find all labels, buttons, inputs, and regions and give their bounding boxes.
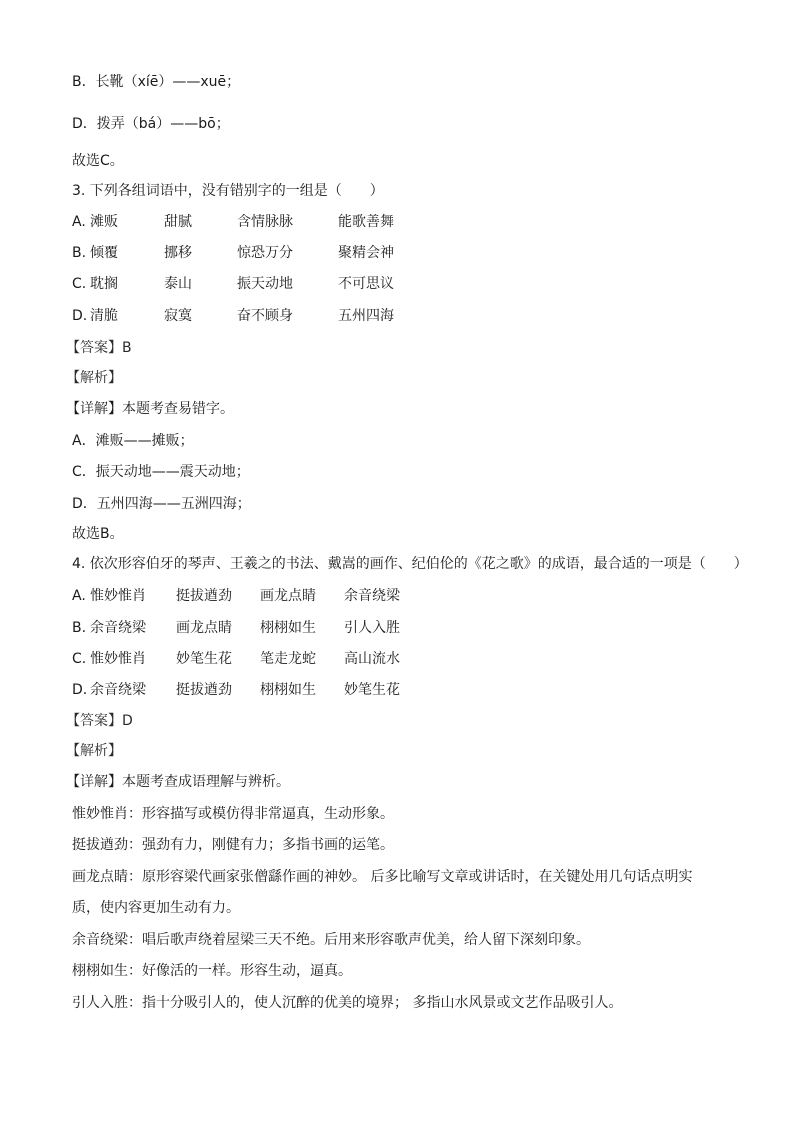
- option-word: 画龙点睛: [176, 620, 232, 636]
- q4-explanation: 质，使内容更加生动有力。: [72, 900, 240, 916]
- option-word: 挪移: [164, 245, 192, 261]
- q3-analysis-title: 【解析】: [66, 370, 122, 386]
- q4-explanation: 余音绕梁：唱后歌声绕着屋梁三天不绝。后用来形容歌声优美，给人留下深刻印象。: [72, 932, 590, 948]
- option-label: D.: [72, 308, 88, 324]
- option-word: 余音绕梁: [344, 588, 400, 604]
- option-word: 振天动地: [237, 276, 293, 292]
- prev-option-b-note: B．长靴（xíē）——xuē；: [72, 74, 241, 90]
- option-label: C.: [72, 276, 87, 292]
- option-word: 甜腻: [164, 214, 192, 230]
- option-word: 清脆: [90, 308, 118, 324]
- option-word: 耽搁: [90, 276, 118, 292]
- option-word: 寂寞: [164, 308, 192, 324]
- q3-note-c: C．振天动地——震天动地；: [72, 464, 250, 480]
- q4-explanation: 引人入胜：指十分吸引人的，使人沉醉的优美的境界； 多指山水风景或文艺作品吸引人。: [72, 995, 623, 1011]
- option-label: C.: [72, 651, 87, 667]
- q4-explanation: 栩栩如生：好像活的一样。形容生动，逼真。: [72, 963, 352, 979]
- q3-answer: 【答案】B: [66, 340, 132, 356]
- option-label: B.: [72, 620, 87, 636]
- q4-stem: 4. 依次形容伯牙的琴声、王羲之的书法、戴嵩的画作、纪伯伦的《花之歌》的成语，最合适的一项是（ ）: [72, 556, 748, 572]
- q4-analysis-title: 【解析】: [66, 743, 122, 759]
- option-word: 泰山: [164, 276, 192, 292]
- option-word: 能歌善舞: [338, 214, 394, 230]
- q3-stem: 3. 下列各组词语中，没有错别字的一组是（ ）: [72, 183, 384, 199]
- option-word: 妙笔生花: [344, 682, 400, 698]
- option-word: 聚精会神: [338, 245, 394, 261]
- option-word: 笔走龙蛇: [260, 651, 316, 667]
- option-word: 引人入胜: [344, 620, 400, 636]
- prev-conclusion: 故选C。: [72, 153, 124, 169]
- q4-explanation: 挺拔遒劲：强劲有力，刚健有力；多指书画的运笔。: [72, 837, 394, 853]
- option-word: 倾覆: [90, 245, 118, 261]
- q3-note-d: D．五州四海——五洲四海；: [72, 496, 251, 512]
- option-word: 含情脉脉: [237, 214, 293, 230]
- option-word: 不可思议: [338, 276, 394, 292]
- option-word: 惟妙惟肖: [90, 651, 146, 667]
- q4-explanation: 惟妙惟肖：形容描写或模仿得非常逼真，生动形象。: [72, 806, 394, 822]
- option-label: A.: [72, 588, 86, 604]
- option-word: 余音绕梁: [90, 682, 146, 698]
- option-word: 栩栩如生: [260, 620, 316, 636]
- q4-detail: 【详解】本题考查成语理解与辨析。: [66, 774, 290, 790]
- option-word: 惊恐万分: [237, 245, 293, 261]
- option-label: D.: [72, 682, 88, 698]
- q4-explanation: 画龙点睛：原形容梁代画家张僧繇作画的神妙。 后多比喻写文章或讲话时，在关键处用几句话点明实: [72, 869, 693, 885]
- q3-note-a: A．滩贩——摊贩；: [72, 433, 194, 449]
- option-word: 惟妙惟肖: [90, 588, 146, 604]
- option-word: 滩贩: [90, 214, 118, 230]
- option-label: A.: [72, 214, 86, 230]
- prev-option-d-note: D．拨弄（bá）——bō；: [72, 116, 230, 132]
- option-word: 栩栩如生: [260, 682, 316, 698]
- option-word: 五州四海: [338, 308, 394, 324]
- option-word: 挺拔遒劲: [176, 682, 232, 698]
- q4-answer: 【答案】D: [66, 713, 133, 729]
- q3-conclusion: 故选B。: [72, 526, 124, 542]
- option-word: 妙笔生花: [176, 651, 232, 667]
- option-word: 奋不顾身: [237, 308, 293, 324]
- option-word: 高山流水: [344, 651, 400, 667]
- q3-detail: 【详解】本题考查易错字。: [66, 401, 234, 417]
- option-label: B.: [72, 245, 87, 261]
- option-word: 余音绕梁: [90, 620, 146, 636]
- option-word: 挺拔遒劲: [176, 588, 232, 604]
- option-word: 画龙点睛: [260, 588, 316, 604]
